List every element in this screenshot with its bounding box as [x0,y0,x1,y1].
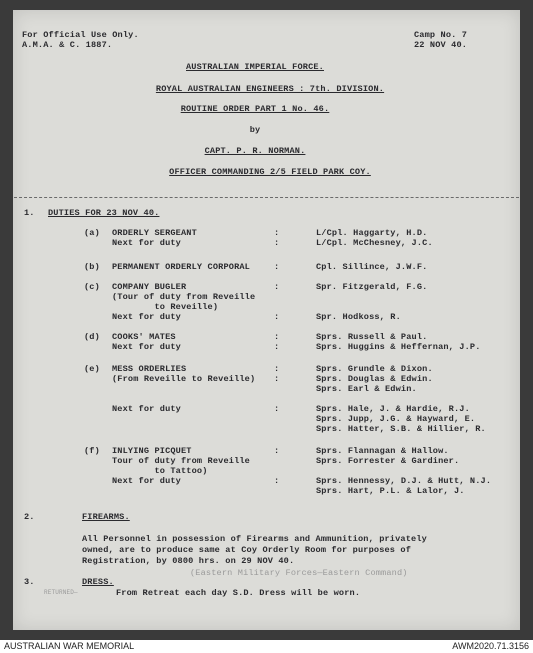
duty-item-letter: (c) [84,282,100,292]
duty-label: Tour of duty from Reveille [112,456,250,466]
duty-assignee: Sprs. Russell & Paul. [316,332,428,342]
duty-item-letter: (d) [84,332,100,342]
by-line: by [249,125,261,135]
duty-assignee: Sprs. Flannagan & Hallow. [316,446,449,456]
duty-item-letter: (a) [84,228,100,238]
duty-label: MESS ORDERLIES [112,364,187,374]
document-date: 22 NOV 40. [414,40,468,50]
duty-label: Next for duty [112,238,181,248]
duty-assignee: L/Cpl. Haggarty, H.D. [316,228,428,238]
firearms-line-3: Registration, by 0800 hrs. on 29 NOV 40. [82,556,295,566]
duty-colon: : [274,446,280,456]
section-2-heading: FIREARMS. [82,512,130,522]
officer-name: CAPT. P. R. NORMAN. [204,146,306,156]
duty-colon: : [274,476,280,486]
duty-assignee: L/Cpl. McChesney, J.C. [316,238,433,248]
duty-label: COOKS' MATES [112,332,176,342]
duty-label: Next for duty [112,342,181,352]
archive-name: AUSTRALIAN WAR MEMORIAL [4,641,135,651]
duty-assignee: Sprs. Hart, P.L. & Lalor, J. [316,486,465,496]
duty-label: (Tour of duty from Reveille [112,292,256,302]
duty-assignee: Sprs. Jupp, J.G. & Hayward, E. [316,414,476,424]
duty-label: COMPANY BUGLER [112,282,187,292]
section-1-heading: DUTIES FOR 23 NOV 40. [48,208,160,218]
margin-note: RETURNED— [44,589,78,596]
duty-colon: : [274,404,280,414]
firearms-line-2: owned, are to produce same at Coy Orderly Room for purposes of [82,545,412,555]
official-use-line: For Official Use Only. [22,30,139,40]
camp-number: Camp No. 7 [414,30,468,40]
duty-colon: : [274,312,280,322]
duty-assignee: Sprs. Earl & Edwin. [316,384,417,394]
section-2-number: 2. [24,512,35,522]
duty-label: ORDERLY SERGEANT [112,228,197,238]
duty-colon: : [274,282,280,292]
duty-assignee: Sprs. Hatter, S.B. & Hillier, R. [316,424,486,434]
officer-title: OFFICER COMMANDING 2/5 FIELD PARK COY. [169,167,371,177]
duty-assignee: Sprs. Forrester & Gardiner. [316,456,460,466]
force-title: AUSTRALIAN IMPERIAL FORCE. [186,62,324,72]
duty-colon: : [274,364,280,374]
duty-label: INLYING PICQUET [112,446,192,456]
duty-item-letter: (b) [84,262,100,272]
duty-assignee: Sprs. Grundle & Dixon. [316,364,433,374]
duty-colon: : [274,374,280,384]
duty-label: Next for duty [112,312,181,322]
section-3-number: 3. [24,577,35,587]
duty-assignee: Sprs. Hale, J. & Hardie, R.J. [316,404,470,414]
duty-colon: : [274,262,280,272]
form-number-line: A.M.A. & C. 1887. [22,40,113,50]
order-title: ROUTINE ORDER PART 1 No. 46. [180,104,330,114]
duty-colon: : [274,228,280,238]
duty-label: PERMANENT ORDERLY CORPORAL [112,262,250,272]
duty-colon: : [274,238,280,248]
archive-reference: AWM2020.71.3156 [452,641,529,651]
duty-assignee: Sprs. Huggins & Heffernan, J.P. [316,342,481,352]
duty-label: (From Reveille to Reveille) [112,374,256,384]
duty-label: Next for duty [112,404,181,414]
section-divider [14,197,519,198]
duty-assignee: Sprs. Hennessy, D.J. & Hutt, N.J. [316,476,492,486]
duty-assignee: Spr. Fitzgerald, F.G. [316,282,428,292]
duty-assignee: Spr. Hodkoss, R. [316,312,401,322]
duty-assignee: Sprs. Douglas & Edwin. [316,374,433,384]
duty-label: to Reveille) [112,302,219,312]
duty-item-letter: (e) [84,364,100,374]
unit-title: ROYAL AUSTRALIAN ENGINEERS : 7th. DIVISION. [155,84,385,94]
archive-footer [0,640,533,653]
bleed-through-text: (Eastern Military Forces—Eastern Command) [190,568,408,578]
duty-label: to Tattoo) [112,466,208,476]
duty-label: Next for duty [112,476,181,486]
duty-colon: : [274,342,280,352]
firearms-line-1: All Personnel in possession of Firearms and Ammunition, privately [82,534,427,544]
duty-assignee: Cpl. Sillince, J.W.F. [316,262,428,272]
duty-colon: : [274,332,280,342]
section-3-heading: DRESS. [82,577,114,587]
section-1-number: 1. [24,208,35,218]
duty-item-letter: (f) [84,446,100,456]
dress-order: From Retreat each day S.D. Dress will be worn. [116,588,361,598]
